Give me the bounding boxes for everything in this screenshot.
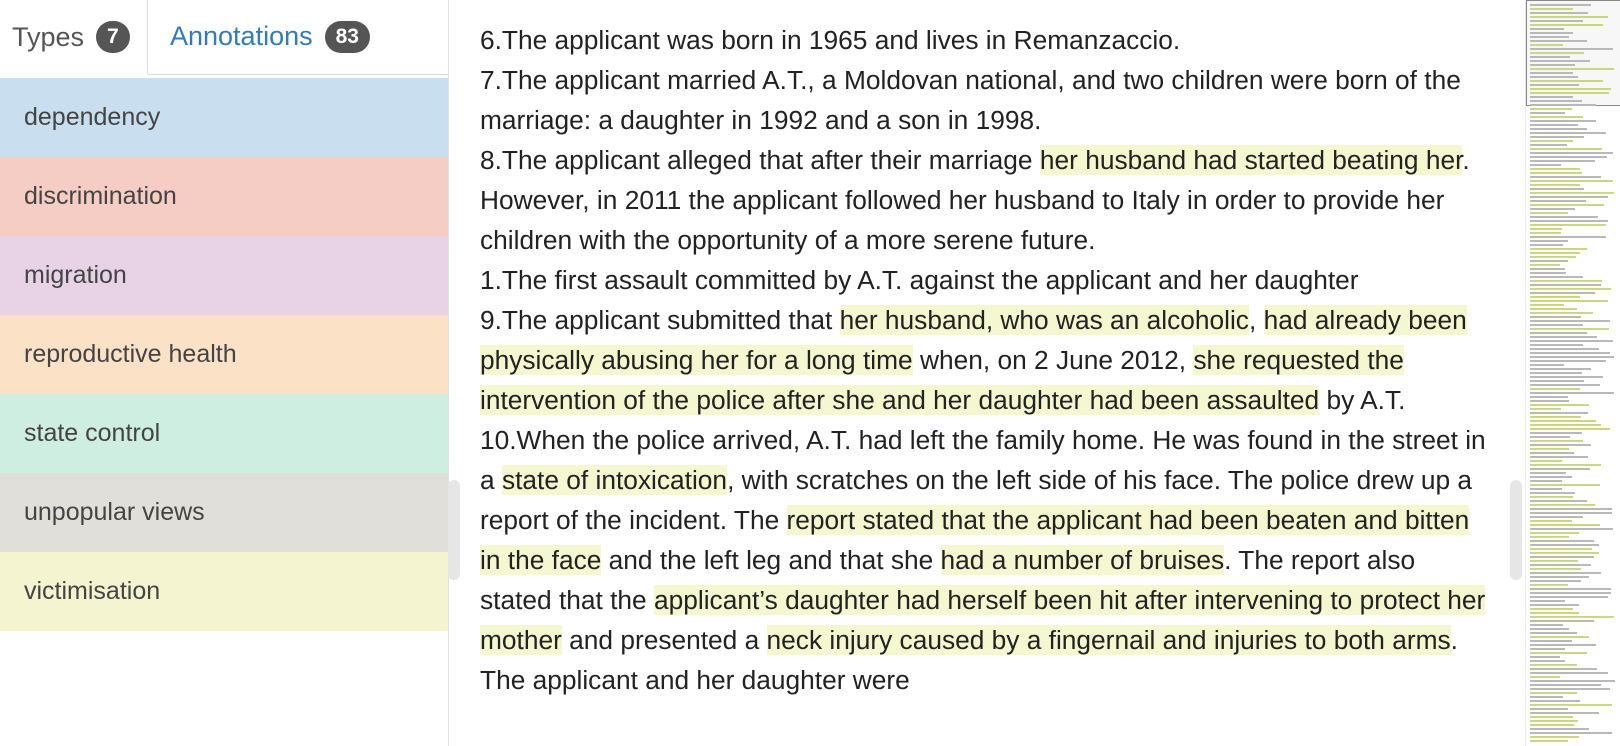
- minimap-line: [1530, 676, 1560, 678]
- minimap-line: [1530, 500, 1587, 502]
- minimap-line: [1530, 724, 1574, 726]
- annotation-highlight[interactable]: her husband, who was an alcoholic: [839, 305, 1249, 335]
- minimap-line: [1530, 716, 1573, 718]
- minimap-line: [1530, 480, 1562, 482]
- minimap-line: [1530, 232, 1561, 234]
- minimap-line: [1530, 536, 1569, 538]
- tab-annotations-label: Annotations: [170, 21, 313, 51]
- minimap-line: [1530, 444, 1591, 446]
- minimap-line: [1530, 440, 1583, 442]
- sidebar-tabs: [0, 0, 448, 75]
- minimap-line: [1530, 596, 1608, 598]
- minimap-line: [1530, 168, 1580, 170]
- minimap-line: [1530, 472, 1566, 474]
- minimap-line: [1530, 484, 1600, 486]
- minimap-line: [1530, 72, 1573, 74]
- type-item-victimisation[interactable]: [0, 552, 448, 631]
- minimap-line: [1530, 312, 1593, 314]
- minimap-line: [1530, 268, 1565, 270]
- minimap-line: [1530, 200, 1586, 202]
- type-item-state-control[interactable]: [0, 394, 448, 473]
- minimap-line: [1530, 368, 1591, 370]
- minimap-line: [1530, 316, 1581, 318]
- type-item-unpopular-views[interactable]: [0, 473, 448, 552]
- minimap-line: [1530, 132, 1606, 134]
- type-item-migration[interactable]: [0, 236, 448, 315]
- minimap-line: [1530, 396, 1568, 398]
- minimap-line: [1530, 548, 1592, 550]
- type-item-label: reproductive health: [24, 340, 237, 368]
- minimap-line: [1530, 592, 1611, 594]
- minimap-line: [1530, 340, 1613, 342]
- minimap-line: [1530, 124, 1578, 126]
- annotation-highlight[interactable]: neck injury caused by a fingernail and injuries to both arms: [766, 625, 1451, 655]
- minimap-line: [1530, 712, 1599, 714]
- minimap-line: [1530, 252, 1580, 254]
- minimap-line: [1530, 48, 1613, 50]
- tab-annotations[interactable]: [148, 0, 448, 73]
- type-item-label: state control: [24, 419, 161, 447]
- minimap-line: [1530, 324, 1583, 326]
- annotation-highlight[interactable]: state of intoxication: [501, 465, 728, 495]
- minimap-line: [1530, 604, 1579, 606]
- minimap-line: [1530, 668, 1597, 670]
- minimap-line: [1530, 364, 1564, 366]
- minimap-line: [1530, 76, 1578, 78]
- paragraph-8: 8.The applicant alleged that after their marriage her husband had started beating her. However, in 2011 the applicant followed her husband to Italy in order to provide her children with the opportunity of a more serene future.: [480, 145, 1470, 255]
- minimap-line: [1530, 12, 1588, 14]
- minimap-line: [1530, 420, 1596, 422]
- minimap-line: [1530, 156, 1607, 158]
- minimap-line: [1530, 356, 1614, 358]
- annotation-highlight[interactable]: report stated that the applicant had been beaten and bitten in the face: [480, 505, 1470, 575]
- minimap-line: [1530, 464, 1601, 466]
- minimap-line: [1530, 552, 1599, 554]
- annotation-highlight[interactable]: her husband had started beating her: [1039, 145, 1463, 175]
- minimap-line: [1530, 372, 1582, 374]
- minimap-line: [1530, 288, 1611, 290]
- minimap-line: [1530, 96, 1573, 98]
- minimap-line: [1530, 152, 1613, 154]
- minimap-line: [1530, 300, 1608, 302]
- minimap-line: [1530, 16, 1608, 18]
- minimap-line: [1530, 584, 1568, 586]
- minimap-line: [1530, 532, 1579, 534]
- minimap-line: [1530, 732, 1612, 734]
- minimap-line: [1530, 112, 1565, 114]
- minimap-line: [1530, 616, 1614, 618]
- minimap-line: [1530, 264, 1560, 266]
- minimap-line: [1530, 280, 1602, 282]
- minimap-line: [1530, 412, 1588, 414]
- minimap-line: [1530, 64, 1575, 66]
- minimap-line: [1530, 700, 1580, 702]
- minimap-line: [1530, 36, 1569, 38]
- minimap-line: [1530, 188, 1584, 190]
- minimap-line: [1530, 336, 1597, 338]
- annotation-highlight[interactable]: had a number of bruises: [940, 545, 1225, 575]
- minimap-line: [1530, 224, 1606, 226]
- minimap-line: [1530, 276, 1583, 278]
- tab-types[interactable]: [0, 0, 148, 75]
- paragraph-9: 9.The applicant submitted that her husband, who was an alcoholic, had already been physically abusing her for a long time when, on 2 June 2012, she requested the intervention of the police after she and her daughter had been assaulted by A.T.: [480, 305, 1467, 415]
- minimap-line: [1530, 720, 1578, 722]
- minimap-line: [1530, 80, 1603, 82]
- type-item-label: discrimination: [24, 182, 177, 210]
- minimap-line: [1530, 196, 1608, 198]
- minimap-line: [1530, 508, 1612, 510]
- minimap-line: [1530, 600, 1565, 602]
- minimap-line: [1530, 576, 1589, 578]
- minimap-line: [1530, 308, 1577, 310]
- minimap-line: [1530, 460, 1562, 462]
- type-item-discrimination[interactable]: [0, 157, 448, 236]
- minimap-line: [1530, 68, 1614, 70]
- minimap-line: [1530, 428, 1610, 430]
- minimap-line: [1530, 528, 1613, 530]
- minimap-line: [1530, 652, 1587, 654]
- minimap-line: [1530, 400, 1569, 402]
- document-minimap[interactable]: [1525, 0, 1620, 746]
- minimap-line: [1530, 140, 1573, 142]
- minimap-line: [1530, 204, 1604, 206]
- minimap-line: [1530, 220, 1608, 222]
- minimap-line: [1530, 144, 1567, 146]
- minimap-line: [1530, 260, 1568, 262]
- minimap-line: [1530, 148, 1602, 150]
- minimap-line: [1530, 136, 1584, 138]
- minimap-line: [1530, 304, 1564, 306]
- minimap-line: [1530, 8, 1573, 10]
- minimap-line: [1530, 636, 1589, 638]
- minimap-line: [1530, 332, 1587, 334]
- annotation-highlight[interactable]: had already been physically abusing her for a long time: [480, 305, 1467, 375]
- type-item-label: victimisation: [24, 577, 161, 605]
- minimap-line: [1530, 240, 1568, 242]
- minimap-line: [1530, 736, 1579, 738]
- minimap-line: [1530, 272, 1566, 274]
- minimap-line: [1530, 236, 1606, 238]
- minimap-line: [1530, 468, 1590, 470]
- minimap-line: [1530, 92, 1609, 94]
- minimap-line: [1530, 292, 1595, 294]
- minimap-line: [1530, 164, 1561, 166]
- minimap-line: [1530, 44, 1563, 46]
- minimap-line: [1530, 432, 1582, 434]
- annotations-count-badge: 83: [325, 21, 370, 53]
- types-sidebar: [0, 0, 449, 746]
- minimap-line: [1530, 684, 1601, 686]
- minimap-line: [1530, 416, 1581, 418]
- minimap-line: [1530, 408, 1561, 410]
- minimap-line: [1530, 320, 1610, 322]
- minimap-line: [1530, 436, 1570, 438]
- minimap-line: [1530, 740, 1568, 742]
- minimap-line: [1530, 104, 1596, 106]
- minimap-line: [1530, 696, 1563, 698]
- annotation-highlight[interactable]: she requested the intervention of the police after she and her daughter had been assaulted: [480, 345, 1404, 415]
- minimap-line: [1530, 216, 1598, 218]
- minimap-line: [1530, 116, 1583, 118]
- minimap-line: [1530, 512, 1612, 514]
- paragraph-10: 10.When the police arrived, A.T. had left the family home. He was found in the street in a state of intoxication, with scratches on the left side of his face. The police drew up a report of the incident. The report stated that the applicant had been beaten and bitten in the face and the left leg and that she had a number of bruises. The report also stated that the applicant’s daughter had herself been hit after intervening to protect her mother and presented a neck injury caused by a fingernail and injuries to both arms. The applicant and her daughter were: [480, 425, 1486, 695]
- minimap-line: [1530, 32, 1573, 34]
- minimap-line: [1530, 632, 1577, 634]
- minimap-line: [1530, 496, 1573, 498]
- minimap-line: [1530, 376, 1603, 378]
- minimap-line: [1530, 608, 1573, 610]
- type-item-label: migration: [24, 261, 127, 289]
- minimap-line: [1530, 628, 1569, 630]
- minimap-line: [1530, 212, 1568, 214]
- minimap-line: [1530, 192, 1614, 194]
- minimap-line: [1530, 84, 1579, 86]
- type-item-label: unpopular views: [24, 498, 205, 526]
- minimap-line: [1530, 648, 1565, 650]
- annotation-highlight[interactable]: applicant’s daughter had herself been hit after intervening to protect her mother: [480, 585, 1486, 655]
- minimap-line: [1530, 248, 1587, 250]
- minimap-line: [1530, 172, 1582, 174]
- minimap-line: [1530, 556, 1594, 558]
- minimap-line: [1530, 184, 1580, 186]
- type-item-label: dependency: [24, 103, 161, 131]
- minimap-line: [1530, 424, 1601, 426]
- minimap-line: [1530, 20, 1583, 22]
- section-heading-1: 1.The first assault committed by A.T. against the applicant and her daughter: [480, 265, 1359, 295]
- type-item-dependency[interactable]: [0, 78, 448, 157]
- minimap-line: [1530, 28, 1564, 30]
- minimap-line: [1530, 572, 1601, 574]
- minimap-line: [1530, 384, 1600, 386]
- minimap-line: [1530, 516, 1583, 518]
- minimap-line: [1530, 476, 1572, 478]
- minimap-line: [1530, 540, 1594, 542]
- type-list: [0, 78, 448, 631]
- minimap-line: [1530, 520, 1572, 522]
- minimap-line: [1530, 672, 1608, 674]
- minimap-line: [1530, 644, 1596, 646]
- minimap-line: [1530, 612, 1579, 614]
- minimap-line: [1530, 380, 1584, 382]
- minimap-line: [1530, 660, 1565, 662]
- minimap-line: [1530, 120, 1596, 122]
- minimap-line: [1530, 688, 1610, 690]
- minimap-line: [1530, 664, 1577, 666]
- minimap-line: [1530, 348, 1599, 350]
- minimap-line: [1530, 544, 1599, 546]
- minimap-line: [1530, 492, 1575, 494]
- minimap-line: [1530, 452, 1574, 454]
- minimap-line: [1530, 524, 1600, 526]
- minimap-line: [1530, 60, 1590, 62]
- minimap-line: [1530, 128, 1587, 130]
- minimap-line: [1530, 580, 1581, 582]
- document-pane: [449, 0, 1519, 746]
- minimap-line: [1530, 108, 1572, 110]
- minimap-line: [1530, 564, 1591, 566]
- document-text: [449, 0, 1519, 700]
- minimap-line: [1530, 52, 1584, 54]
- minimap-line: [1530, 404, 1589, 406]
- minimap-line: [1530, 228, 1562, 230]
- minimap-line: [1530, 4, 1591, 6]
- minimap-line: [1530, 56, 1570, 58]
- minimap-line: [1530, 560, 1578, 562]
- minimap-line: [1530, 692, 1577, 694]
- minimap-line: [1530, 244, 1563, 246]
- minimap-line: [1530, 488, 1562, 490]
- minimap-line: [1530, 504, 1595, 506]
- minimap-line: [1530, 88, 1611, 90]
- minimap-line: [1530, 448, 1569, 450]
- minimap-line: [1530, 24, 1603, 26]
- types-count-badge: 7: [96, 21, 130, 53]
- minimap-line: [1530, 284, 1601, 286]
- minimap-line: [1530, 180, 1613, 182]
- minimap-line: [1530, 392, 1614, 394]
- minimap-line: [1530, 208, 1575, 210]
- paragraph-7: 7.The applicant married A.T., a Moldovan national, and two children were born of the marriage: a daughter in 1992 and a son in 1998.: [480, 65, 1461, 135]
- minimap-line: [1530, 360, 1606, 362]
- type-item-reproductive-health[interactable]: [0, 315, 448, 394]
- minimap-line: [1530, 388, 1580, 390]
- minimap-line: [1530, 728, 1589, 730]
- minimap-line: [1530, 256, 1576, 258]
- minimap-line: [1530, 708, 1568, 710]
- minimap-line: [1530, 40, 1587, 42]
- document-scrollbar[interactable]: [1510, 480, 1522, 580]
- paragraph-6: 6.The applicant was born in 1965 and lives in Remanzaccio.: [480, 25, 1181, 55]
- minimap-line: [1530, 456, 1588, 458]
- minimap-line: [1530, 176, 1601, 178]
- minimap-line: [1530, 296, 1580, 298]
- minimap-line: [1530, 704, 1612, 706]
- minimap-line: [1530, 656, 1560, 658]
- minimap-line: [1530, 328, 1609, 330]
- minimap-line: [1530, 568, 1581, 570]
- tab-types-label: Types: [12, 21, 85, 52]
- minimap-line: [1530, 160, 1595, 162]
- minimap-line: [1530, 624, 1563, 626]
- minimap-line: [1530, 344, 1583, 346]
- minimap-line: [1530, 352, 1610, 354]
- minimap-line: [1530, 620, 1594, 622]
- minimap-line: [1530, 588, 1611, 590]
- minimap-line: [1530, 640, 1572, 642]
- minimap-line: [1530, 100, 1582, 102]
- minimap-line: [1530, 680, 1615, 682]
